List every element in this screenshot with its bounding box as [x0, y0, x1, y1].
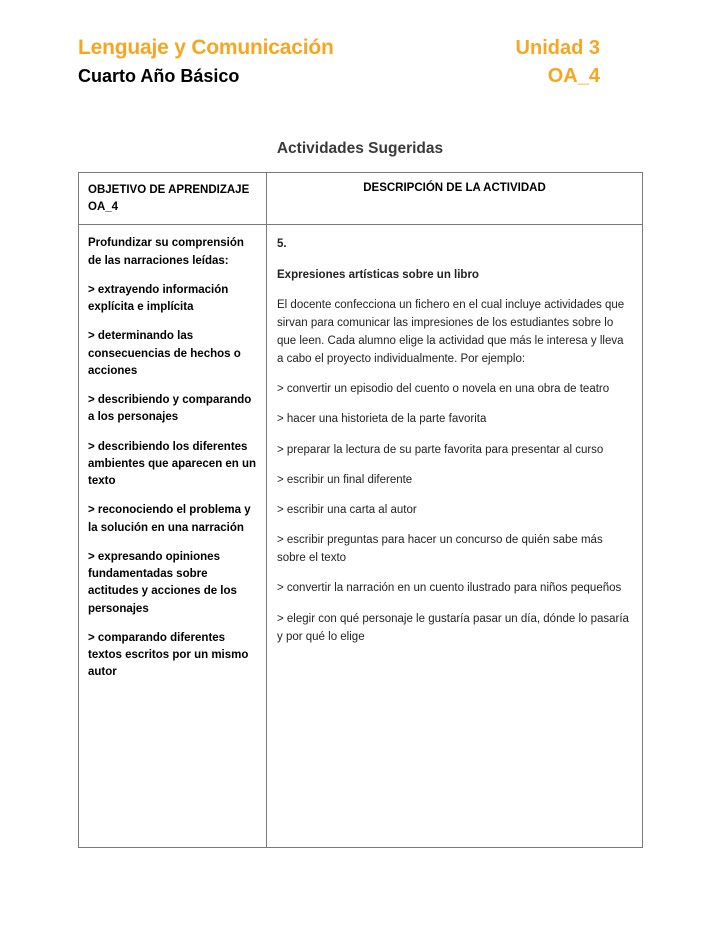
activity-bullet: > convertir la narración en un cuento ilustrado para niños pequeños	[277, 582, 622, 595]
activity-bullet: > escribir una carta al autor	[277, 503, 417, 516]
objective-item: > describiendo y comparando a los personajes	[88, 394, 252, 424]
header-row-secondary	[78, 65, 642, 88]
header-row-primary	[78, 36, 642, 60]
activity-bullet: > hacer una historieta de la parte favorita	[277, 413, 487, 426]
column-header-objective: OBJETIVO DE APRENDIZAJE OA_4	[79, 173, 267, 225]
activity-bullet: > escribir un final diferente	[277, 473, 413, 486]
objective-cell	[79, 225, 267, 848]
activity-table	[78, 172, 643, 848]
activity-subtitle: Expresiones artísticas sobre un libro	[277, 268, 479, 281]
oa-code: OA_4	[547, 65, 600, 87]
column-header-description: DESCRIPCIÓN DE LA ACTIVIDAD	[267, 173, 643, 225]
objective-item: > reconociendo el problema y la solución en una narración	[88, 504, 251, 534]
activity-bullet: > escribir preguntas para hacer un concurso de quién sabe más sobre el texto	[277, 534, 603, 565]
objective-item: > extrayendo información explícita e implícita	[88, 283, 229, 314]
unit-label: Unidad 3	[515, 37, 600, 59]
objective-item: > expresando opiniones fundamentadas sobre actitudes y acciones de los personajes	[88, 550, 237, 615]
table-row	[79, 225, 643, 848]
activity-bullet: > preparar la lectura de su parte favorita para presentar al curso	[277, 443, 604, 456]
objective-item: > comparando diferentes textos escritos por un mismo autor	[88, 631, 249, 679]
grade-level: Cuarto Año Básico	[78, 66, 240, 86]
activity-number: 5.	[277, 238, 287, 251]
description-cell	[267, 225, 643, 848]
table-header-row	[79, 173, 643, 225]
activity-paragraph: El docente confecciona un fichero en el cual incluye actividades que sirvan para comunicar las impresiones de los estudiantes sobre lo que leen. Cada alumno elige la actividad que más le interesa y lleva a cabo el proyecto individualmente. Por ejemplo:	[277, 298, 625, 366]
activity-bullet: > convertir un episodio del cuento o novela en una obra de teatro	[277, 383, 610, 396]
document-header	[78, 36, 642, 88]
objective-item: > determinando las consecuencias de hechos o acciones	[88, 330, 241, 377]
objective-lead: Profundizar su comprensión de las narraciones leídas:	[88, 237, 244, 267]
page-title: Actividades Sugeridas	[276, 140, 444, 157]
activity-bullet: > elegir con qué personaje le gustaría pasar un día, dónde lo pasaría y por qué lo elige	[277, 612, 629, 643]
objective-item: > describiendo los diferentes ambientes que aparecen en un texto	[88, 440, 257, 488]
subject-title: Lenguaje y Comunicación	[78, 36, 334, 59]
